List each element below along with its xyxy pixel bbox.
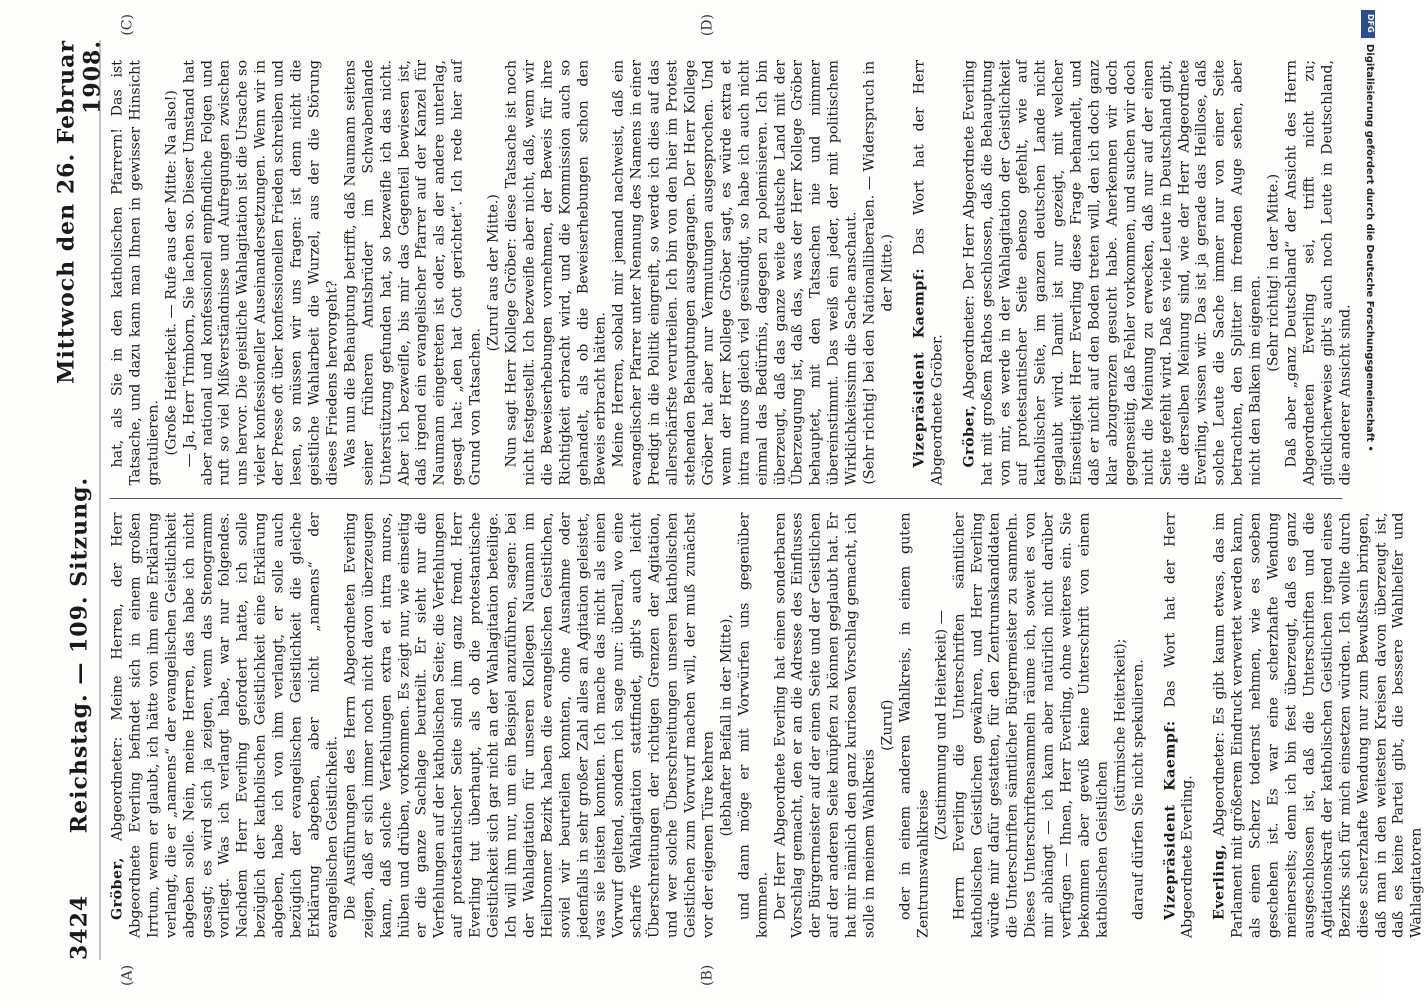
paragraph: Daß aber „ganz Deutschland“ der Ansicht des Herrn Abgeordneten Everling sei, trifft nicht zu; glücklicherweise gibt's auch noch Leute in Deutschland, die anderer Ansicht sind. <box>1283 60 1354 486</box>
right-column <box>109 60 1354 486</box>
left-column <box>109 512 1425 939</box>
margin-marker-b: (B) <box>699 964 716 986</box>
dfg-credit <box>1361 10 1377 590</box>
session-title: Reichstag. — 109. Sitzung. <box>66 476 93 834</box>
speaker-name: Gröber, <box>961 404 978 468</box>
page-number: 3424 <box>66 894 93 960</box>
paragraph: Herrn Everling die Unterschriften sämtlicher katholischen Geistlichen gewähren, und Herr Everling würde mir dafür gestatten, für den Zentrumskandidaten die Unterschriften sämtlicher Bürgermeister zu sammeln. Dieses Unterschriftensammeln räume ich, soweit es von mir abhängt — ich kann aber natürlich nicht darüber verfügen — Ihnen, Herr Everling, ohne weiteres ein. Sie bekommen aber gewiß keine Unterschrift von einem katholischen Geistlichen <box>951 512 1111 938</box>
reaction: (Zuruf) <box>879 699 896 751</box>
reaction: (Sehr richtig! bei den Nationalliberalen. — Widerspruch in der Mitte.) <box>861 60 896 485</box>
paragraph: darauf dürfen Sie nicht spekulieren. <box>1130 659 1147 920</box>
paragraph: oder in einem anderen Wahlkreis, in einem guten Zentrumswahlkreise <box>897 512 932 938</box>
reaction: (Zuruf aus der Mitte.) <box>485 194 502 352</box>
dfg-logo: DFG <box>1361 10 1375 38</box>
paragraph: Der Herr Abgeordnete Everling hat einen sonderbaren Vorschlag gemacht, den er an die Adresse des Einflusses der Bürgermeister auf der einen Seite und der Geistlichen auf der anderen Seite knüpfen zu können geglaubt hat. Er hat mir nämlich den ganz kuriosen Vorschlag gemacht, ich solle in meinem Wahlkreis <box>772 512 878 938</box>
reaction: (Zustimmung und Heiterkeit) — <box>933 610 950 841</box>
margin-marker-a: (A) <box>119 964 136 986</box>
paragraph: Die Ausführungen des Herrn Abgeordneten Everling zeigen, daß er sich immer noch nicht davon überzeugen kann, daß solche Verfehlungen extra et intra muros, hüben und drüben, vorkommen. Es zeigt nur, wie einseitig er die ganze Sachlage beurteilt. Er sieht nur die Verfehlungen auf der katholischen Seite; die Verfehlungen auf protestantischer Seite sind ihm ganz fremd. Herr Everling tut überhaupt, als ob die protestantische Geistlichkeit sich gar nicht an der Wahlagitation beteilige. Ich will ihm nur, um ein Beispiel anzuführen, sagen: bei der Wahlagitation für unseren Kollegen Naumann im Heilbronner Bezirk haben die evangelischen Geistlichen, soviel wir beurteilen konnten, ohne Ausnahme oder jedenfalls in sehr großer Zahl alles an Agitation geleistet, was sie leisten konnten. Ich mache das nicht als einen Vorwurf geltend, sondern ich sage nur: überall, wo eine scharfe Wahlagitation stattfindet, gibt's auch leicht Überschreitungen der richtigen Grenzen der Agitation, und wer solche Überschreitungen unseren katholischen Geistlichen zum Vorwurf machen will, der muß zunächst vor der eigenen Türe kehren <box>342 512 717 938</box>
paragraph: Vizepräsident Kaempf: Das Wort hat der Herr Abgeordnete Everling. <box>1162 512 1196 938</box>
speaker-name: Gröber, <box>109 857 126 920</box>
paragraph: — Ja, Herr Trimborn, Sie lachen so. Dieser Umstand hat aber national und konfessionell empfindliche Folgen und ruft so viel Mißverständnisse und Aufregungen zwischen uns hervor. Die geistliche Wahlagitation ist die Ursache so vieler konfessioneller Auseinandersetzungen. Wenn wir in der Presse oft über konfessionellen Frieden schreiben und lesen, so müssen wir uns fragen: ist denn nicht die geistliche Wahlarbeit die Wurzel, aus der die Störung dieses Friedens hervorgeht? <box>181 60 341 486</box>
reaction: (Sehr richtig! in der Mitte.) <box>1265 173 1282 372</box>
paragraph: Was nun die Behauptung betrifft, daß Naumann seitens seiner früheren Amtsbrüder im Schwabenlande Unterstützung gefunden hat, so bezweifle ich das nicht. Aber ich bezweifle, bis mir das Gegenteil bewiesen ist, daß irgend ein evangelischer Pfarrer auf der Kanzel für Naumann eingetreten ist oder, als der andere unterlag, gesagt hat: „den hat Gott gerichtet“. Ich rede hier auf Grund von Tatsachen. <box>342 60 484 486</box>
session-date: Mittwoch den 26. Februar 1908. <box>53 40 106 384</box>
paragraph: Everling, Abgeordneter: Es gibt kaum etwas, das im Parlament mit größerem Eindruck verwertet werden kann, als einen Scherz todernst nehmen, wie es soeben geschehen ist. Es war eine scherzhafte Wendung meinerseits; denn ich bin fest überzeugt, daß es ganz ausgeschlossen ist, daß die Unterschriften und die Agitationskraft der katholischen Geistlichen irgend eines Bezirks sich für mich einsetzen würden. Ich wollte durch diese scherzhafte Wendung nur zum Bewußtsein bringen, daß man in den weitesten Kreisen davon überzeugt ist, daß es keine Partei gibt, die bessere Wahlhelfer und Wahlagitatoren <box>1211 512 1425 938</box>
page-header <box>53 40 106 960</box>
paragraph: Meine Herren, sobald mir jemand nachweist, daß ein evangelischer Pfarrer unter Nennung des Namens in einer Predigt in die Politik eingreift, so werde ich dies auf das allerschärfste verurteilen. Ich bin von den hier im Protest stehenden Behauptungen ausgegangen. Der Herr Kollege Gröber hat aber nur Vermutungen ausgesprochen. Und wenn der Herr Kollege Gröber sagt, es würde extra et intra muros gleich viel gesündigt, so habe ich auch nicht einmal das Bedürfnis, dagegen zu polemisieren. Ich bin überzeugt, daß das ganze weite deutsche Land mit der Überzeugung ist, daß das, was der Herr Kollege Gröber behauptet, mit den Tatsachen nie und nimmer übereinstimmt. Das weiß ein jeder, der mit politischem Wirklichkeitssinn die Sache anschaut. <box>610 60 860 486</box>
paragraph: Gröber, Abgeordneter: Der Herr Abgeordnete Everling hat mit großem Rathos geschlossen, daß die Behauptung von mir, es werde in der Wahlagitation der Geistlichkeit auf protestantischer Seite ebenso gefehlt, wie auf katholischer Seite, im ganzen deutschen Lande nicht geglaubt wird. Damit ist nur gezeigt, mit welcher Einseitigkeit Herr Everling diese Frage behandelt, und daß er nicht auf den Boden treten will, den ich doch ganz klar abzugrenzen gesucht habe. Anerkennen wir doch gegenseitig, daß Fehler vorkommen, und suchen wir doch nicht die Meinung zu erwecken, daß nur auf der einen Seite gefehlt wird. Daß es viele Leute in Deutschland gibt, die derselben Meinung sind, wie der Herr Abgeordnete Everling, wissen wir. Das ist ja gerade das Heillose, daß solche Leute die Sache immer nur von einer Seite betrachten, den Splitter im fremden Auge sehen, aber nicht den Balken im eigenen. <box>961 60 1264 486</box>
credit-text: Digitalisierung gefördert durch die Deutsche Forschungsgemeinschaft • <box>1364 44 1375 452</box>
reaction: (lebhafter Beifall in der Mitte), <box>718 614 735 837</box>
paragraph: Gröber, Abgeordneter: Meine Herren, der Herr Abgeordnete Everling befindet sich in einem großen Irrtum, wenn er glaubt, ich hätte von ihm eine Erklärung verlangt, die er „namens“ der evangelischen Geistlichkeit abgeben solle. Nein, meine Herren, das habe ich nicht gesagt; es wird sich ja zeigen, wenn das Stenogramm vorliegt. Was ich verlangt habe, war nur folgendes. Nachdem Herr Everling gefordert hatte, ich solle bezüglich der katholischen Geistlichkeit eine Erklärung abgeben, habe ich von ihm verlangt, er solle auch bezüglich der evangelischen Geistlichkeit die gleiche Erklärung abgeben, aber nicht „namens“ der evangelischen Geistlichkeit. <box>109 512 341 938</box>
margin-marker-d: (D) <box>699 14 716 37</box>
reaction: (stürmische Heiterkeit); <box>1112 638 1129 812</box>
speaker-name: Vizepräsident Kaempf: <box>1162 720 1179 920</box>
paragraph: hat, als Sie in den katholischen Pfarrern! Das ist Tatsache, und dazu kann man Ihnen in gewisser Hinsicht gratulieren. <box>109 60 162 486</box>
paragraph: Nun sagt Herr Kollege Gröber: diese Tatsache ist noch nicht festgestellt. Ich bezweifle aber nicht, daß, wenn wir die Beweiserhebungen vornehmen, der Beweis für ihre Richtigkeit erbracht wird, und die Kommission auch so gehandelt, als ob die Beweiserhebungen schon den Beweis erbracht hätten. <box>503 60 609 486</box>
speaker-name: Vizepräsident Kaempf: <box>911 267 928 468</box>
paragraph: Vizepräsident Kaempf: Das Wort hat der Herr Abgeordnete Gröber. <box>911 60 946 486</box>
paragraph: und dann möge er mit Vorwürfen uns gegenüber kommen. <box>736 512 771 938</box>
margin-marker-c: (C) <box>119 14 136 36</box>
speaker-name: Everling, <box>1211 843 1228 920</box>
column-divider <box>110 499 1343 500</box>
reaction: (Große Heiterkeit. — Rufe aus der Mitte: Na also!) <box>163 90 180 456</box>
